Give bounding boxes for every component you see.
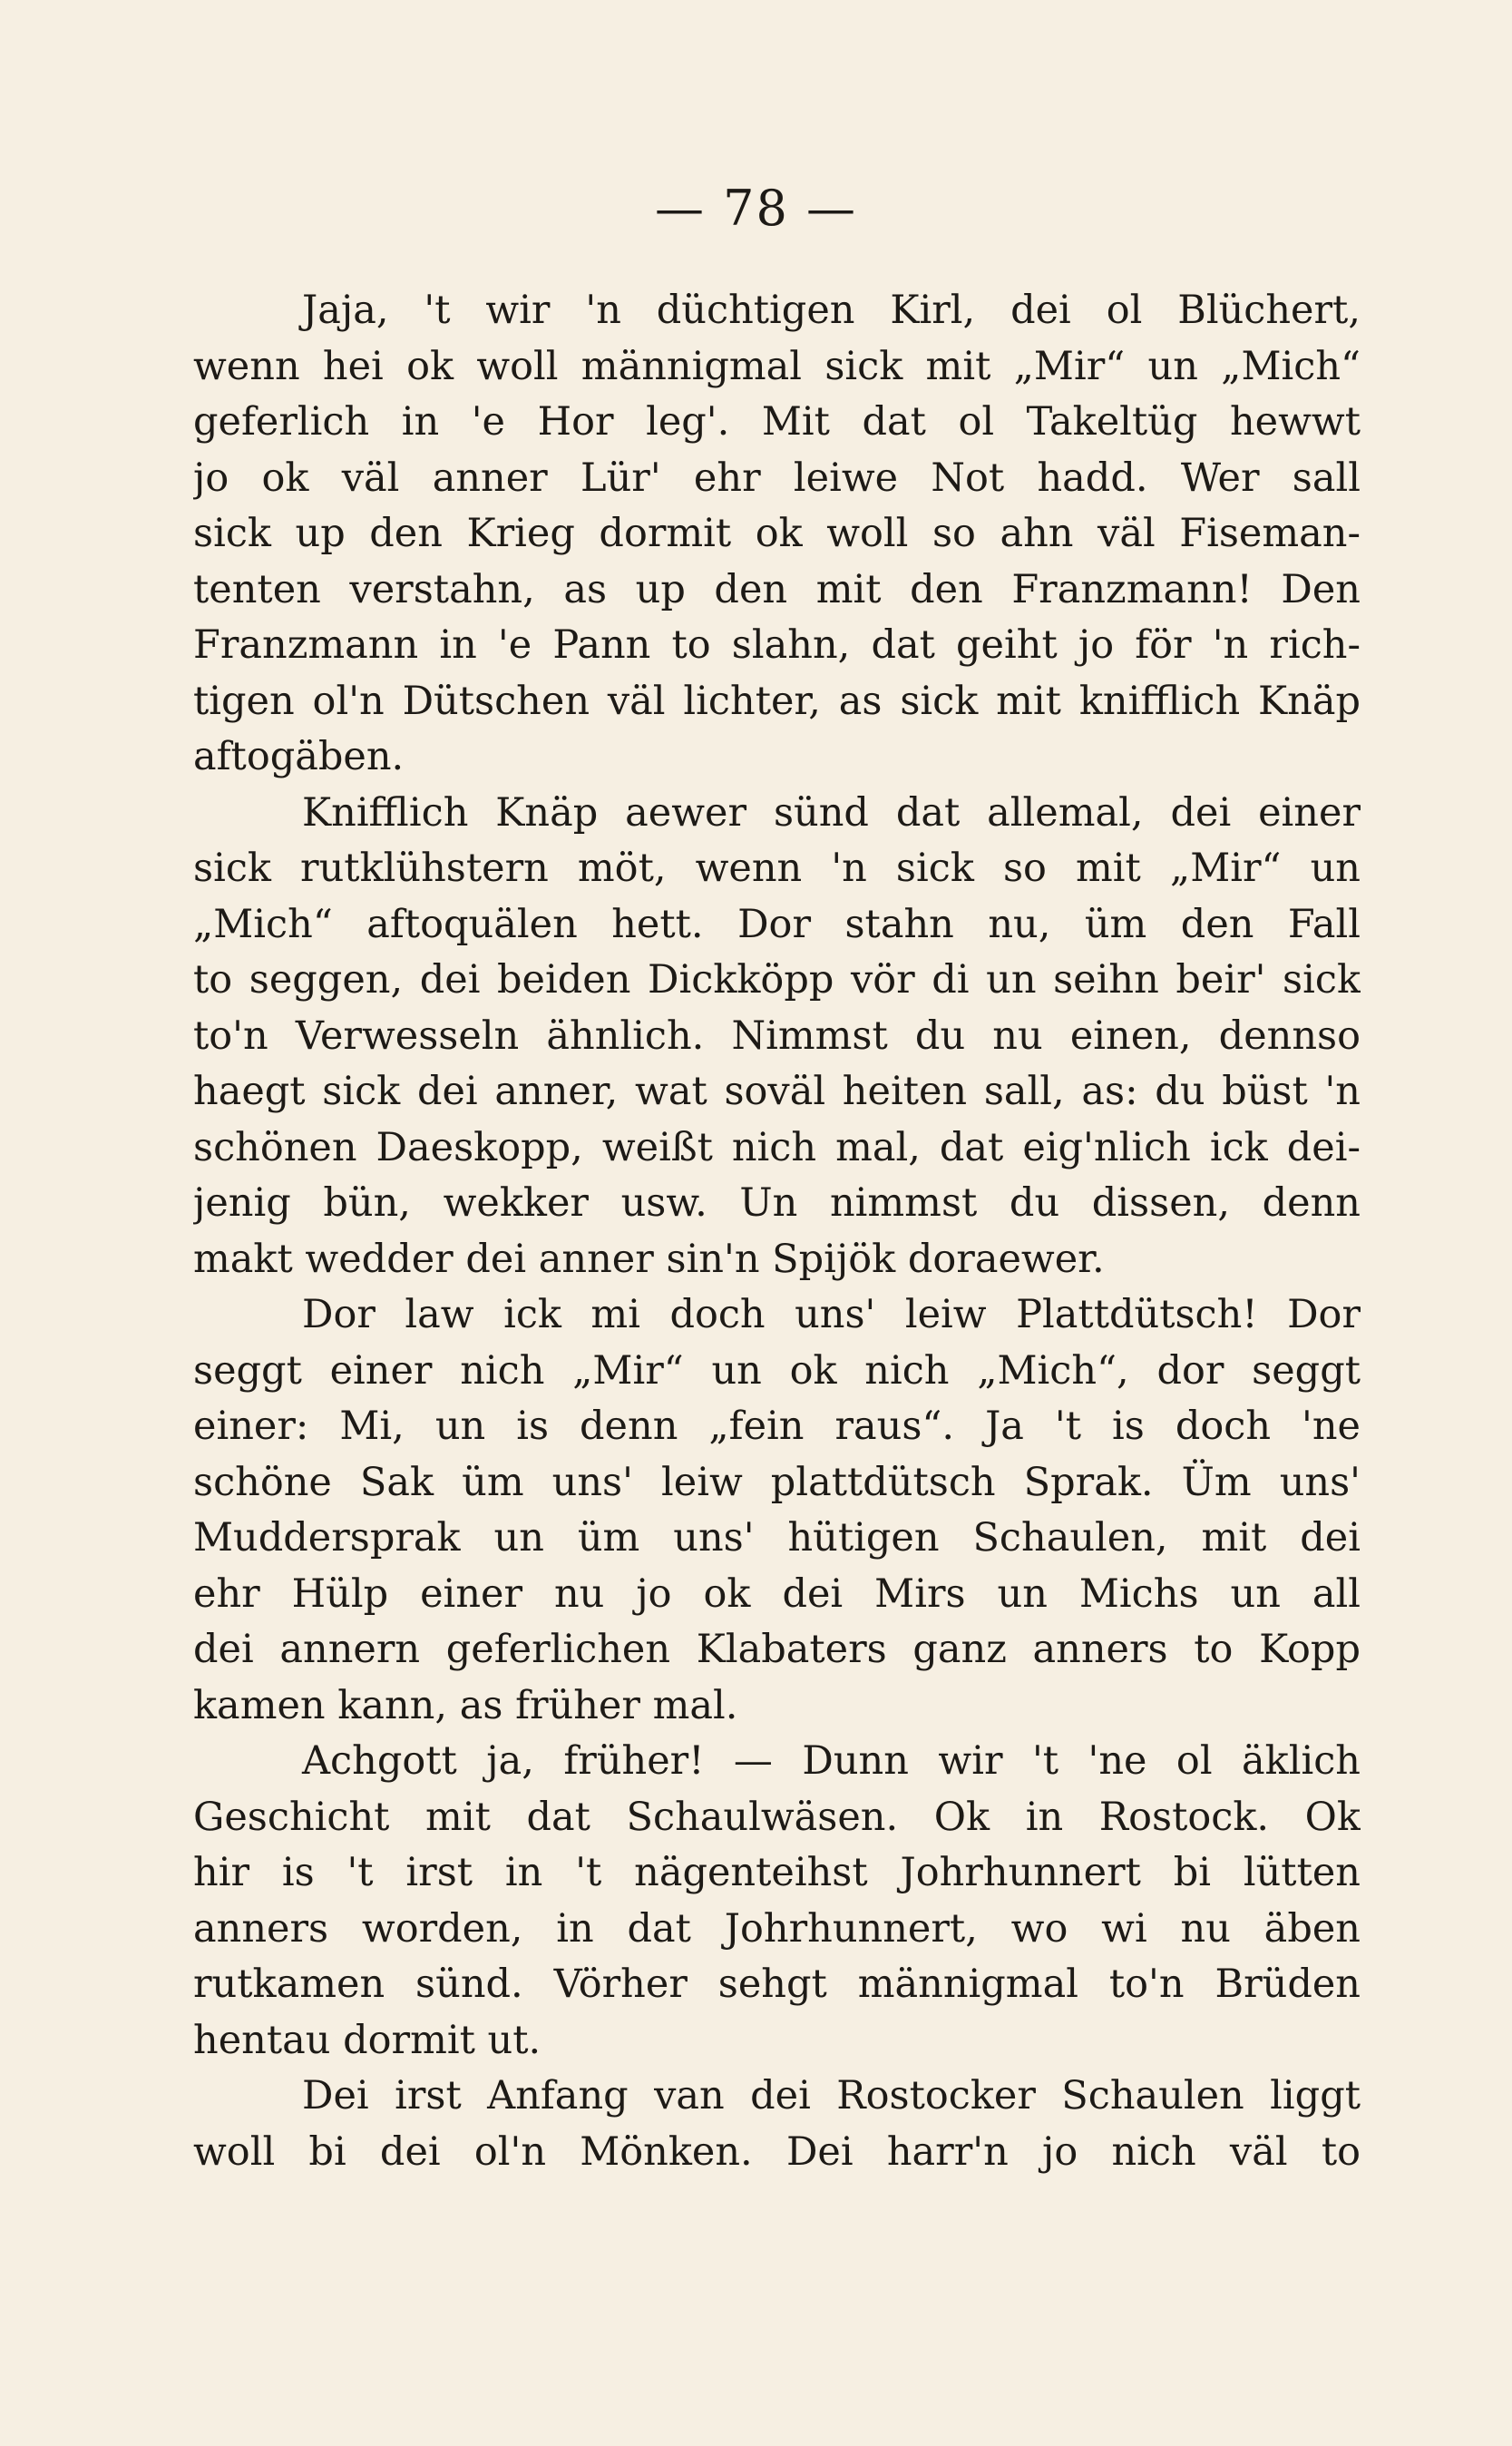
text-line: hir is 't irst in 't nägenteihst Johrhunnert bi lütten <box>193 1850 1361 1895</box>
text-line: kamen kann, as früher mal. <box>193 1682 738 1728</box>
text-line: Knifflich Knäp aewer sünd dat allemal, dei einer <box>302 789 1361 836</box>
text-line: schönen Daeskopp, weißt nich mal, dat eig'nlich ick dei- <box>193 1124 1361 1170</box>
text-line: Franzmann in 'e Pann to slahn, dat geiht jo för 'n rich- <box>193 622 1361 668</box>
text-line: seggt einer nich „Mir“ un ok nich „Mich“, dor seggt <box>193 1347 1361 1394</box>
page-number: — 78 — <box>654 180 858 237</box>
text-line: tenten verstahn, as up den mit den Franzmann! Den <box>193 566 1361 612</box>
text-line: woll bi dei ol'n Mönken. Dei harr'n jo nich väl to <box>193 2128 1361 2175</box>
text-line: hentau dormit ut. <box>193 2017 541 2063</box>
text-line: aftogäben. <box>193 734 405 779</box>
text-line: schöne Sak üm uns' leiw plattdütsch Sprak. Üm uns' <box>193 1459 1361 1505</box>
text-line: to'n Verwesseln ähnlich. Nimmst du nu einen, dennso <box>193 1013 1361 1059</box>
text-line: „Mich“ aftoquälen hett. Dor stahn nu, üm den Fall <box>193 901 1361 947</box>
text-line: Geschicht mit dat Schaulwäsen. Ok in Rostock. Ok <box>193 1794 1361 1840</box>
text-line: geferlich in 'e Hor leg'. Mit dat ol Takeltüg hewwt <box>193 399 1361 445</box>
text-line: Dor law ick mi doch uns' leiw Plattdütsch! Dor <box>302 1292 1361 1337</box>
text-line: Muddersprak un üm uns' hütigen Schaulen, mit dei <box>193 1515 1361 1561</box>
text-line: sick up den Krieg dormit ok woll so ahn väl Fiseman- <box>193 511 1361 556</box>
text-line: jenig bün, wekker usw. Un nimmst du dissen, denn <box>193 1180 1361 1226</box>
text-line: to seggen, dei beiden Dickköpp vör di un seihn beir' sick <box>193 957 1361 1003</box>
text-line: jo ok väl anner Lür' ehr leiwe Not hadd. Wer sall <box>193 455 1361 501</box>
text-line: tigen ol'n Dütschen väl lichter, as sick mit knifflich Knäp <box>193 678 1361 724</box>
body-text <box>193 283 1361 2180</box>
text-line: makt wedder dei anner sin'n Spijök doraewer. <box>193 1236 1105 1282</box>
text-line: Dei irst Anfang van dei Rostocker Schaulen liggt <box>302 2073 1361 2118</box>
text-line: Achgott ja, früher! — Dunn wir 't 'ne ol äklich <box>302 1738 1361 1784</box>
text-line: dei annern geferlichen Klabaters ganz anners to Kopp <box>193 1627 1361 1672</box>
text-line: Jaja, 't wir 'n düchtigen Kirl, dei ol Blüchert, <box>302 288 1361 333</box>
text-line: wenn hei ok woll männigmal sick mit „Mir“ un „Mich“ <box>193 343 1361 389</box>
text-line: anners worden, in dat Johrhunnert, wo wi nu äben <box>193 1905 1361 1952</box>
text-line: ehr Hülp einer nu jo ok dei Mirs un Michs un all <box>193 1570 1361 1617</box>
text-line: haegt sick dei anner, wat soväl heiten sall, as: du büst 'n <box>193 1069 1361 1114</box>
text-line: einer: Mi, un is denn „fein raus“. Ja 't is doch 'ne <box>193 1404 1361 1449</box>
text-line: rutkamen sünd. Vörher sehgt männigmal to'n Brüden <box>193 1962 1361 2007</box>
text-line: sick rutklühstern möt, wenn 'n sick so mit „Mir“ un <box>193 846 1361 891</box>
